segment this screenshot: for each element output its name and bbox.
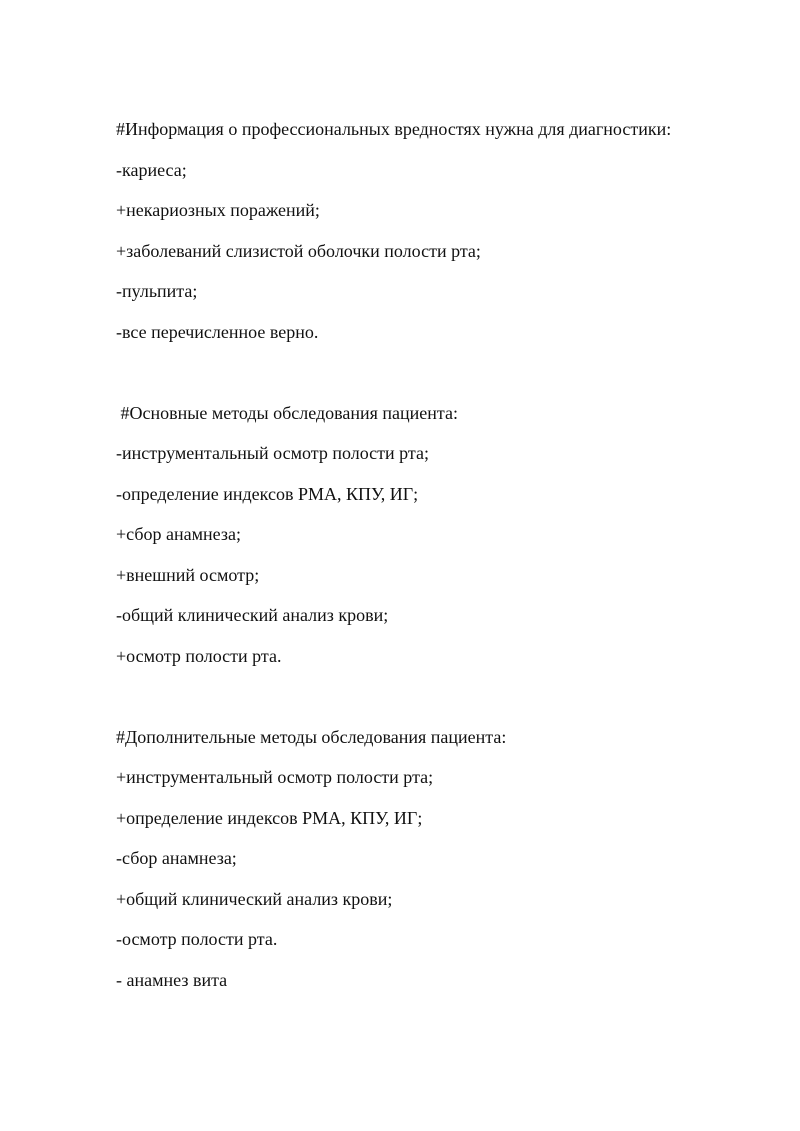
question-heading: #Дополнительные методы обследования пациента: bbox=[116, 726, 507, 747]
question-heading: #Основные методы обследования пациента: bbox=[116, 402, 458, 423]
answer-option: -кариеса; bbox=[116, 159, 187, 180]
answer-option: - анамнез вита bbox=[116, 969, 228, 990]
answer-option: +сбор анамнеза; bbox=[116, 524, 241, 544]
question-heading: #Информация о профессиональных вредностях нужна для диагностики: bbox=[116, 119, 672, 139]
answer-option: -определение индексов РМА, КПУ, ИГ; bbox=[116, 483, 419, 504]
answer-option: +осмотр полости рта. bbox=[116, 645, 282, 666]
question-block-2 bbox=[116, 398, 756, 682]
answer-option: -все перечисленное верно. bbox=[116, 321, 319, 342]
answer-option: +определение индексов РМА, КПУ, ИГ; bbox=[116, 807, 423, 828]
answer-option: -общий клинический анализ крови; bbox=[116, 605, 389, 625]
question-block-1 bbox=[116, 114, 756, 357]
answer-option: -инструментальный осмотр полости рта; bbox=[116, 443, 429, 463]
document-body bbox=[116, 114, 756, 1046]
answer-option: -осмотр полости рта. bbox=[116, 929, 278, 949]
answer-option: -сбор анамнеза; bbox=[116, 848, 237, 868]
answer-option: +заболеваний слизистой оболочки полости рта; bbox=[116, 240, 481, 261]
answer-option: +инструментальный осмотр полости рта; bbox=[116, 767, 434, 787]
answer-option: -пульпита; bbox=[116, 281, 198, 301]
answer-option: +внешний осмотр; bbox=[116, 564, 260, 585]
question-block-3 bbox=[116, 722, 756, 1006]
answer-option: +общий клинический анализ крови; bbox=[116, 888, 393, 909]
answer-option: +некариозных поражений; bbox=[116, 200, 320, 220]
